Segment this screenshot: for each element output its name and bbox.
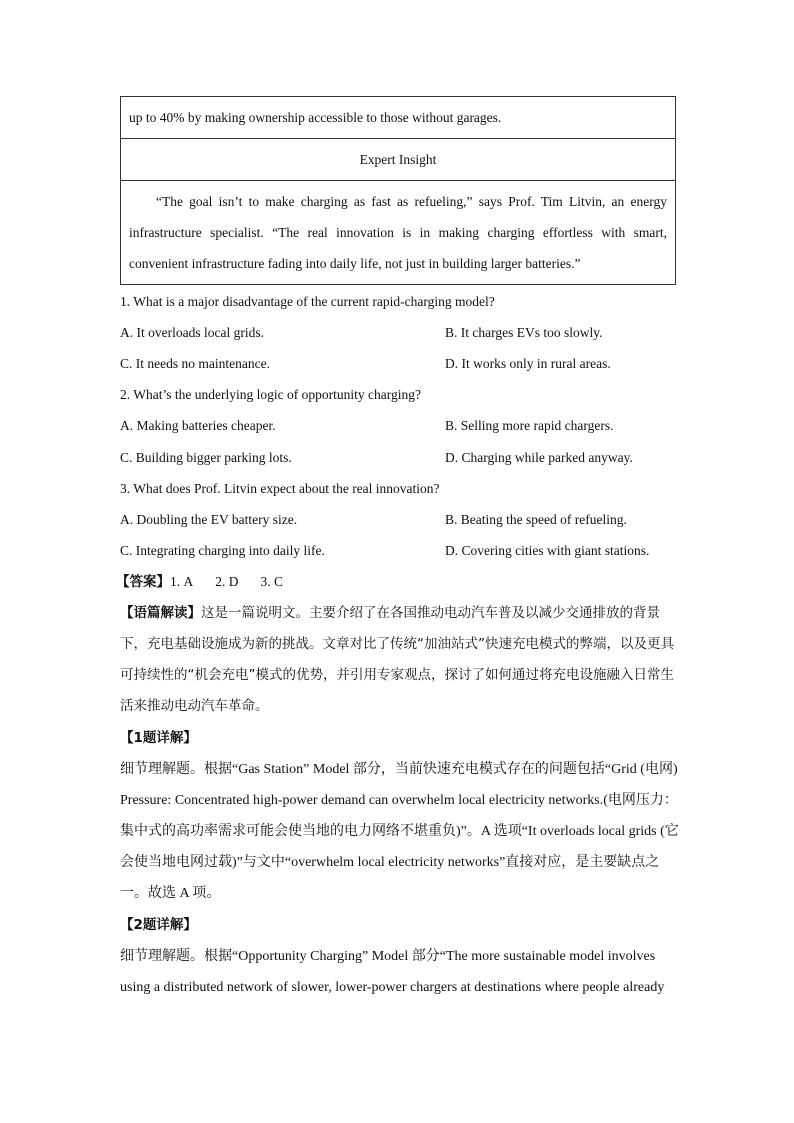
question-3-option-a: A. Doubling the EV battery size. (120, 512, 298, 527)
q1-detail-label: 【1题详解】 (120, 730, 197, 746)
question-1-stem: 1. What is a major disadvantage of the current rapid-charging model? (120, 294, 495, 309)
reading-analysis (120, 598, 680, 722)
answer-line (116, 574, 283, 590)
q2-detail-text: 细节理解题。根据“Opportunity Charging” Model 部分“The more sustainable model involves using a distributed network of slower, lower-power chargers at destinations where people already (120, 949, 665, 995)
question-2-option-d: D. Charging while parked anyway. (445, 450, 633, 465)
answer-2: 2. D (215, 574, 239, 589)
question-1-option-a: A. It overloads local grids. (120, 325, 264, 340)
q2-detail-label: 【2题详解】 (120, 917, 197, 933)
answer-1: 1. A (170, 574, 194, 589)
question-2-option-c: C. Building bigger parking lots. (120, 450, 292, 465)
expert-insight-heading: Expert Insight (121, 139, 676, 181)
question-3-option-d: D. Covering cities with giant stations. (445, 543, 650, 558)
question-3-option-c: C. Integrating charging into daily life. (120, 543, 325, 558)
passage-table (120, 96, 676, 285)
q1-detail-text: 细节理解题。根据“Gas Station” Model 部分，当前快速充电模式存在的问题包括“Grid (电网) Pressure: Concentrated high-power demand can overwhelm local electricity networks.(电网压力：集中式的高功率需求可能会使当地的电力网络不堪重负)”。A 选项“It overloads local grids (它会使当地电网过载)”与文中“overwhelm local electricity networks”直接对应，是主要缺点之一。故选 A 项。 (120, 762, 679, 901)
expert-insight-text (121, 181, 676, 285)
question-2-option-b: B. Selling more rapid chargers. (445, 418, 614, 433)
expert-insight-quote: “The goal isn’t to make charging as fast as refueling,” says Prof. Tim Litvin, an energy infrastructure specialist. “The real innovation is in making charging effortless with smart, convenient infrastructure fading into daily life, not just in building larger batteries.” (129, 194, 667, 271)
question-1-option-b: B. It charges EVs too slowly. (445, 325, 603, 340)
question-1-option-d: D. It works only in rural areas. (445, 356, 611, 371)
answer-label: 【答案】 (116, 574, 170, 590)
question-2-option-a: A. Making batteries cheaper. (120, 418, 276, 433)
question-2-stem: 2. What’s the underlying logic of opportunity charging? (120, 387, 421, 402)
q1-detail-heading (120, 723, 680, 754)
answer-3: 3. C (260, 574, 284, 589)
q2-detail-heading (120, 910, 680, 941)
question-3-option-b: B. Beating the speed of refueling. (445, 512, 627, 527)
question-3-stem: 3. What does Prof. Litvin expect about the real innovation? (120, 481, 440, 496)
reading-label: 【语篇解读】 (120, 605, 201, 621)
reading-text: 这是一篇说明文。主要介绍了在各国推动电动汽车普及以减少交通排放的背景下，充电基础设施成为新的挑战。文章对比了传统“加油站式”快速充电模式的弊端，以及更具可持续性的“机会充电”模式的优势，并引用专家观点，探讨了如何通过将充电设施融入日常生活来推动电动汽车革命。 (120, 605, 674, 714)
table-row-1: up to 40% by making ownership accessible to those without garages. (121, 97, 676, 139)
question-1-option-c: C. It needs no maintenance. (120, 356, 270, 371)
